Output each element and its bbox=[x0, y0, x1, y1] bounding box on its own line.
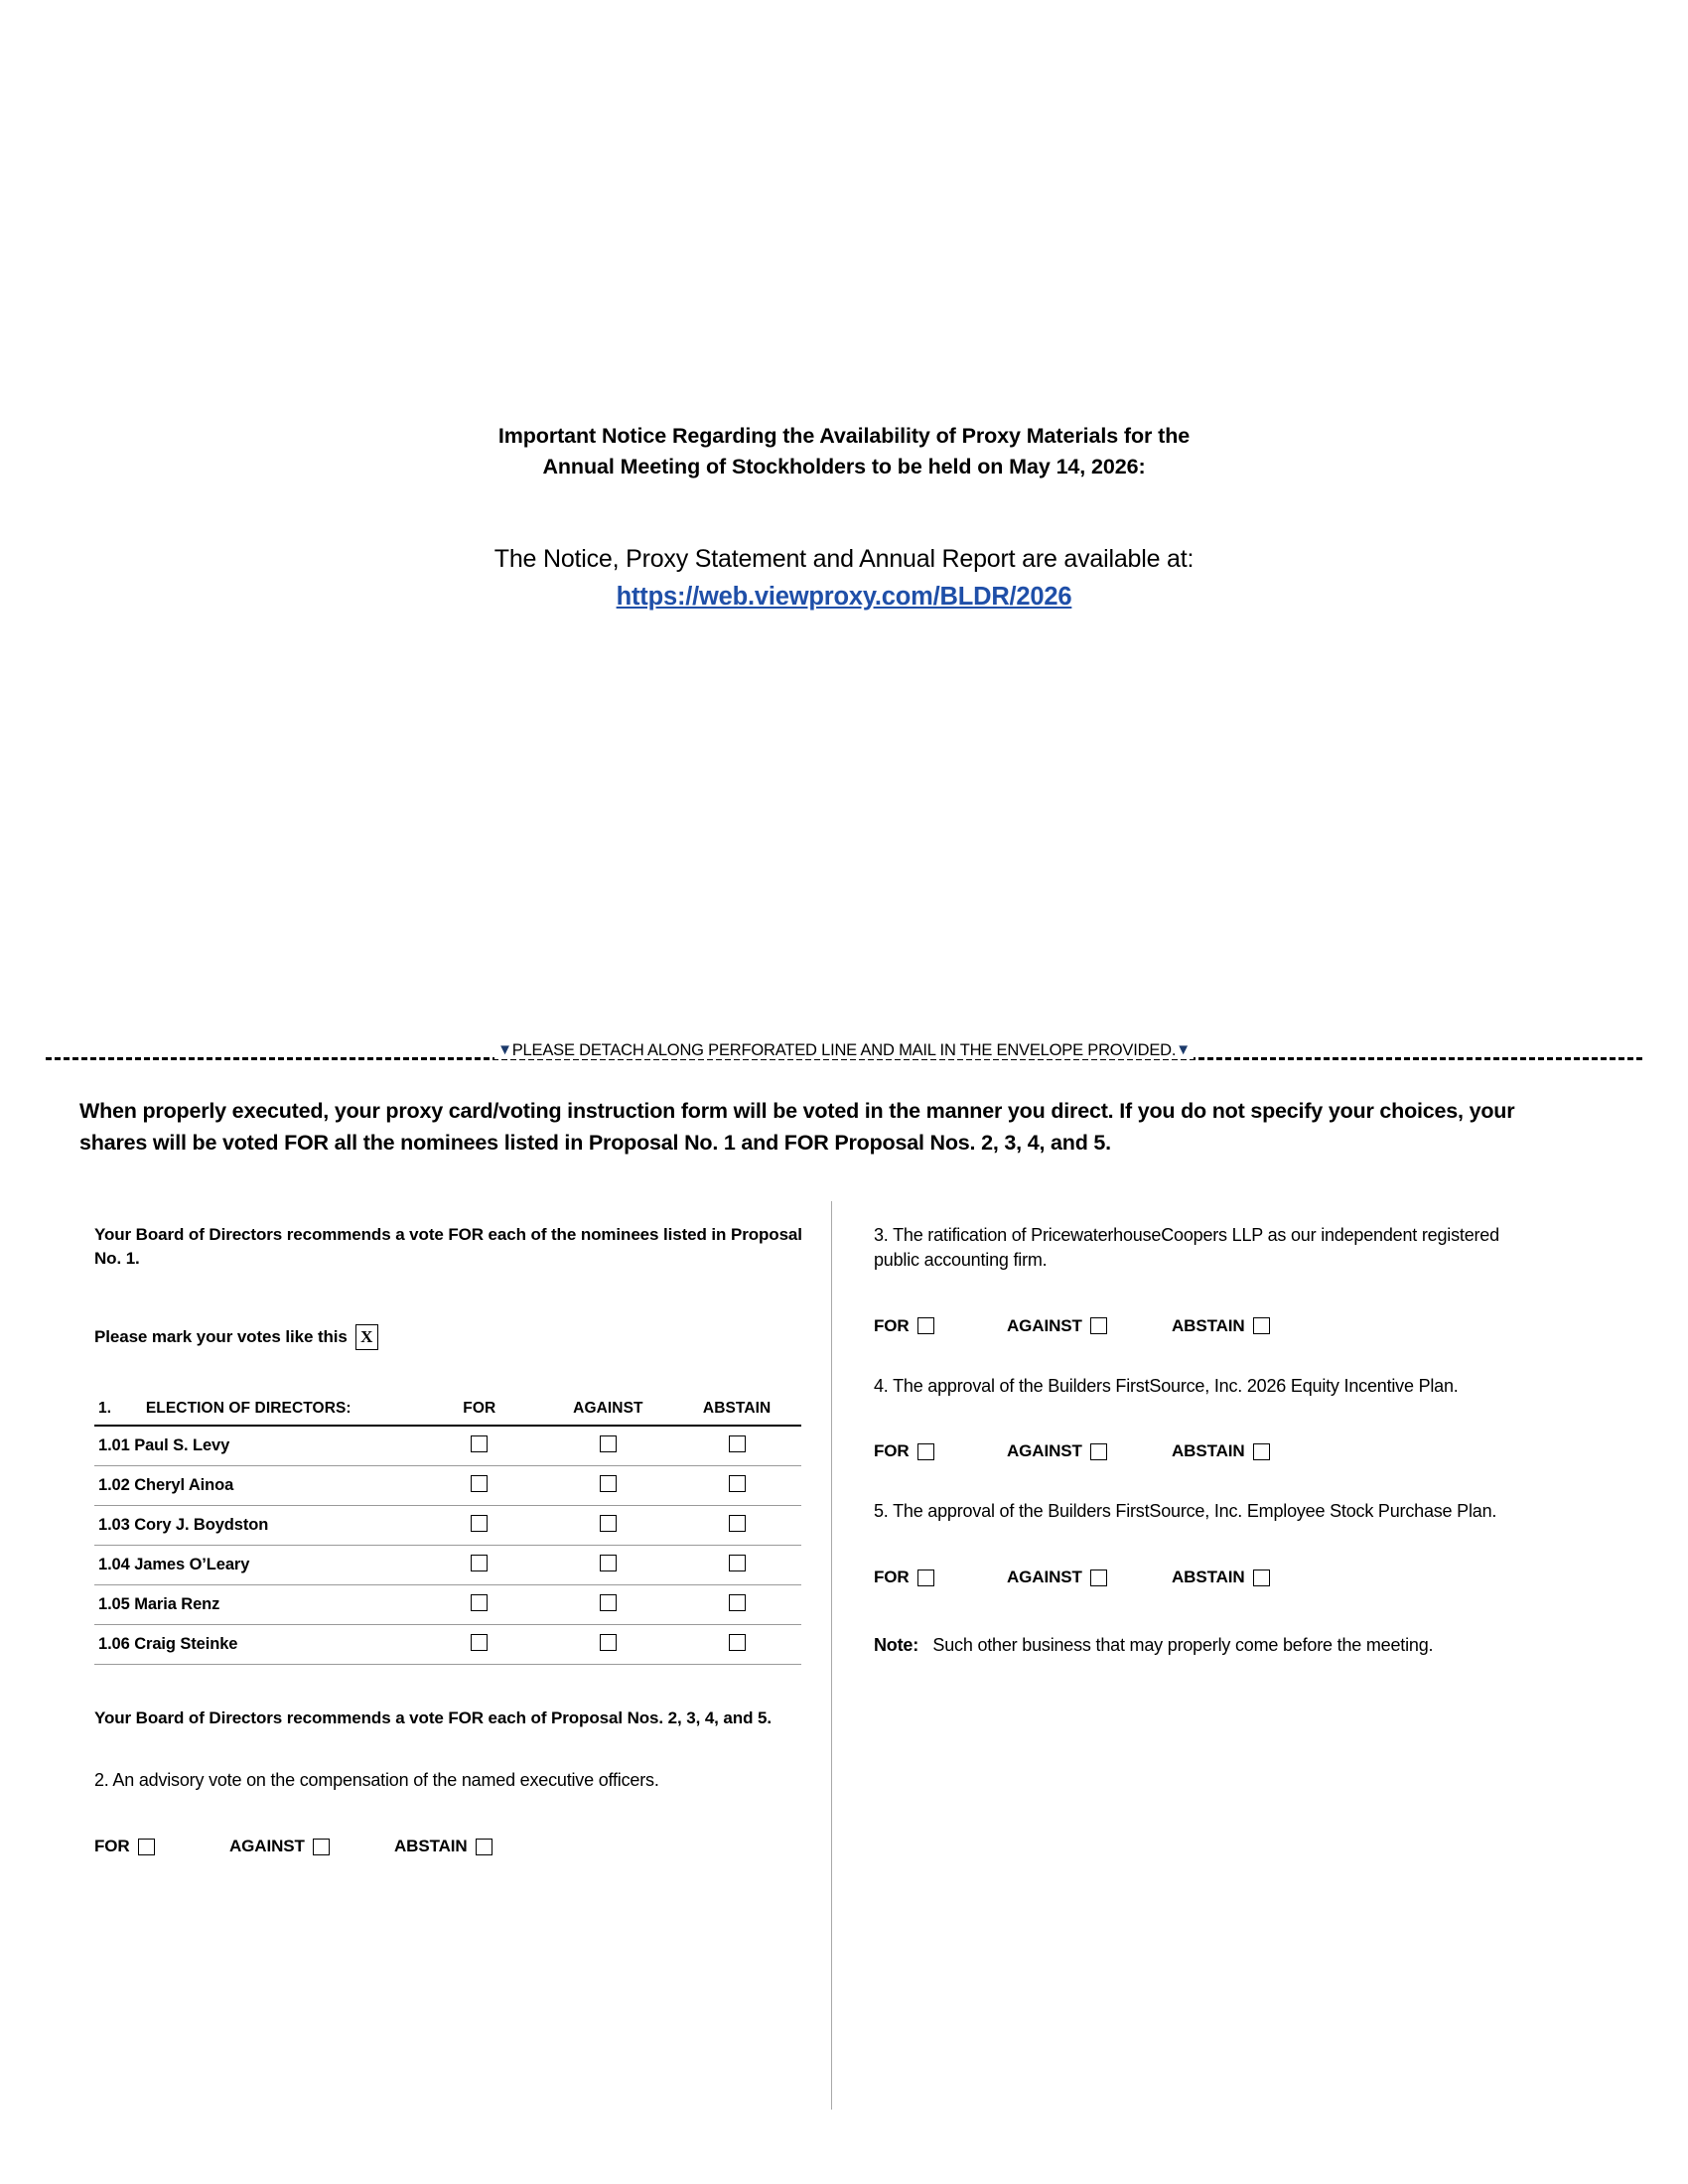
note-text: Such other business that may properly come before the meeting. bbox=[932, 1635, 1434, 1656]
nominee-label-4: James O’Leary bbox=[134, 1556, 250, 1574]
checkbox-against-4[interactable] bbox=[600, 1555, 617, 1571]
table-row bbox=[94, 1466, 801, 1506]
table-row bbox=[94, 1506, 801, 1546]
table-row bbox=[94, 1546, 801, 1585]
proposal-3-against-option[interactable] bbox=[1007, 1316, 1172, 1336]
vote-for-cell-6[interactable] bbox=[415, 1625, 544, 1665]
vote-abstain-cell-4[interactable] bbox=[672, 1546, 801, 1585]
vote-against-cell-3[interactable] bbox=[544, 1506, 673, 1546]
checkbox-proposal-3-against[interactable] bbox=[1090, 1317, 1107, 1334]
vote-against-cell-6[interactable] bbox=[544, 1625, 673, 1665]
voting-instructions-paragraph: When properly executed, your proxy card/voting instruction form will be voted in the manner you direct. If you do not specify your choices, your shares will be voted FOR all the nominees listed in Proposal No. 1 and FOR Proposal Nos. 2, 3, 4, and 5. bbox=[79, 1099, 1515, 1155]
proposal-3-for-label: FOR bbox=[874, 1315, 910, 1335]
proposal-4-for-label: FOR bbox=[874, 1441, 910, 1461]
proposal-4-text: 4. The approval of the Builders FirstSource, Inc. 2026 Equity Incentive Plan. bbox=[874, 1375, 1459, 1396]
checkbox-for-6[interactable] bbox=[471, 1634, 488, 1651]
checkbox-for-2[interactable] bbox=[471, 1475, 488, 1492]
checkbox-abstain-5[interactable] bbox=[729, 1594, 746, 1611]
proposal-3-against-label: AGAINST bbox=[1007, 1315, 1082, 1335]
right-column bbox=[874, 1223, 1529, 1658]
proposal-3-vote-row bbox=[874, 1316, 1529, 1336]
checkbox-proposal-4-for[interactable] bbox=[917, 1443, 934, 1460]
notice-title-line-1: Important Notice Regarding the Availability of Proxy Materials for the bbox=[497, 424, 1191, 448]
checkbox-proposal-5-abstain[interactable] bbox=[1253, 1570, 1270, 1586]
proposal-2-abstain-label: ABSTAIN bbox=[394, 1837, 468, 1856]
proposal-5-against-option[interactable] bbox=[1007, 1568, 1172, 1587]
notice-title bbox=[0, 421, 1688, 481]
proposal-4-against-label: AGAINST bbox=[1007, 1441, 1082, 1461]
table-row bbox=[94, 1585, 801, 1625]
proposal-5-vote-row bbox=[874, 1568, 1529, 1587]
checkbox-proposal-3-for[interactable] bbox=[917, 1317, 934, 1334]
triangle-down-icon-left: ▼ bbox=[497, 1041, 512, 1058]
detach-instruction bbox=[0, 1041, 1688, 1060]
proposal-5-for-option[interactable] bbox=[874, 1568, 1007, 1587]
checkbox-proposal-2-abstain[interactable] bbox=[476, 1839, 492, 1855]
checkbox-for-5[interactable] bbox=[471, 1594, 488, 1611]
nominee-label-5: Maria Renz bbox=[134, 1595, 220, 1614]
checkbox-abstain-4[interactable] bbox=[729, 1555, 746, 1571]
proposal-4-abstain-option[interactable] bbox=[1172, 1441, 1270, 1461]
proposal-2-for-option[interactable] bbox=[94, 1837, 229, 1856]
column-divider bbox=[831, 1201, 832, 2110]
checkbox-abstain-3[interactable] bbox=[729, 1515, 746, 1532]
checkbox-against-5[interactable] bbox=[600, 1594, 617, 1611]
mark-instruction-row bbox=[94, 1324, 819, 1350]
table-row bbox=[94, 1426, 801, 1466]
proposal-title: ELECTION OF DIRECTORS: bbox=[145, 1400, 352, 1418]
checkbox-proposal-2-for[interactable] bbox=[138, 1839, 155, 1855]
vote-abstain-cell-2[interactable] bbox=[672, 1466, 801, 1506]
nominee-label-2: Cheryl Ainoa bbox=[134, 1476, 234, 1495]
proxy-materials-notice bbox=[0, 421, 1688, 612]
note-label: Note: bbox=[874, 1635, 918, 1656]
checkbox-proposal-4-against[interactable] bbox=[1090, 1443, 1107, 1460]
proposal-5-text: 5. The approval of the Builders FirstSource, Inc. Employee Stock Purchase Plan. bbox=[874, 1501, 1497, 1522]
vote-abstain-cell-5[interactable] bbox=[672, 1585, 801, 1625]
vote-against-cell-4[interactable] bbox=[544, 1546, 673, 1585]
column-header-against: AGAINST bbox=[573, 1400, 643, 1418]
board-recommendation-1: Your Board of Directors recommends a vote FOR each of the nominees listed in Proposal No. 1. bbox=[94, 1225, 802, 1269]
detach-instruction-text: PLEASE DETACH ALONG PERFORATED LINE AND MAIL IN THE ENVELOPE PROVIDED. bbox=[511, 1041, 1177, 1059]
nominee-name-4 bbox=[94, 1546, 415, 1585]
vote-against-cell-5[interactable] bbox=[544, 1585, 673, 1625]
nominee-label-6: Craig Steinke bbox=[134, 1635, 238, 1654]
vote-abstain-cell-6[interactable] bbox=[672, 1625, 801, 1665]
proposal-4-for-option[interactable] bbox=[874, 1441, 1007, 1461]
nominee-name-2 bbox=[94, 1466, 415, 1506]
column-header-abstain: ABSTAIN bbox=[702, 1400, 772, 1418]
nominee-number-4: 1.04 bbox=[98, 1556, 130, 1574]
table-header-row bbox=[94, 1400, 801, 1426]
proposal-2-against-option[interactable] bbox=[229, 1837, 394, 1856]
proxy-materials-link[interactable]: https://web.viewproxy.com/BLDR/2026 bbox=[616, 582, 1072, 611]
nominee-name-5 bbox=[94, 1585, 415, 1625]
nominee-name-6 bbox=[94, 1625, 415, 1665]
detach-line bbox=[0, 1035, 1688, 1075]
proposal-4-vote-row bbox=[874, 1441, 1529, 1461]
proposal-number: 1. bbox=[98, 1400, 112, 1418]
vote-for-cell-2[interactable] bbox=[415, 1466, 544, 1506]
proposal-2-against-label: AGAINST bbox=[229, 1837, 305, 1856]
nominee-number-2: 1.02 bbox=[98, 1476, 130, 1495]
checkbox-proposal-5-against[interactable] bbox=[1090, 1570, 1107, 1586]
vote-against-cell-2[interactable] bbox=[544, 1466, 673, 1506]
election-of-directors-table bbox=[94, 1400, 801, 1665]
checkbox-against-1[interactable] bbox=[600, 1435, 617, 1452]
checkbox-for-4[interactable] bbox=[471, 1555, 488, 1571]
checkbox-for-3[interactable] bbox=[471, 1515, 488, 1532]
nominee-number-6: 1.06 bbox=[98, 1635, 130, 1654]
table-row bbox=[94, 1625, 801, 1665]
proposal-3-for-option[interactable] bbox=[874, 1316, 1007, 1336]
vote-for-cell-1[interactable] bbox=[415, 1426, 544, 1466]
nominee-label-3: Cory J. Boydston bbox=[134, 1516, 269, 1535]
vote-abstain-cell-1[interactable] bbox=[672, 1426, 801, 1466]
proposal-2-abstain-option[interactable] bbox=[394, 1837, 492, 1856]
proposal-5-against-label: AGAINST bbox=[1007, 1568, 1082, 1587]
other-business-note bbox=[874, 1633, 1529, 1658]
vote-against-cell-1[interactable] bbox=[544, 1426, 673, 1466]
mark-sample-box: X bbox=[355, 1324, 378, 1350]
proposal-2-for-label: FOR bbox=[94, 1837, 130, 1856]
proposal-5-abstain-label: ABSTAIN bbox=[1172, 1568, 1245, 1587]
nominee-number-1: 1.01 bbox=[98, 1436, 130, 1455]
proposal-3-abstain-label: ABSTAIN bbox=[1172, 1315, 1245, 1335]
vote-for-cell-3[interactable] bbox=[415, 1506, 544, 1546]
notice-title-line-2: Annual Meeting of Stockholders to be held on May 14, 2026: bbox=[542, 454, 1146, 478]
checkbox-proposal-3-abstain[interactable] bbox=[1253, 1317, 1270, 1334]
checkbox-against-6[interactable] bbox=[600, 1634, 617, 1651]
proposal-3-abstain-option[interactable] bbox=[1172, 1316, 1270, 1336]
vote-for-cell-4[interactable] bbox=[415, 1546, 544, 1585]
vote-for-cell-5[interactable] bbox=[415, 1585, 544, 1625]
proposal-2-vote-row bbox=[94, 1837, 819, 1856]
nominee-label-1: Paul S. Levy bbox=[134, 1436, 230, 1455]
proposal-4-against-option[interactable] bbox=[1007, 1441, 1172, 1461]
checkbox-abstain-1[interactable] bbox=[729, 1435, 746, 1452]
proposal-4-abstain-label: ABSTAIN bbox=[1172, 1441, 1245, 1461]
nominee-number-5: 1.05 bbox=[98, 1595, 130, 1614]
nominee-name-1 bbox=[94, 1426, 415, 1466]
checkbox-abstain-6[interactable] bbox=[729, 1634, 746, 1651]
checkbox-against-3[interactable] bbox=[600, 1515, 617, 1532]
checkbox-abstain-2[interactable] bbox=[729, 1475, 746, 1492]
checkbox-proposal-2-against[interactable] bbox=[313, 1839, 330, 1855]
checkbox-against-2[interactable] bbox=[600, 1475, 617, 1492]
proposal-3-text: 3. The ratification of PricewaterhouseCoopers LLP as our independent registered public accounting firm. bbox=[874, 1225, 1499, 1270]
checkbox-proposal-4-abstain[interactable] bbox=[1253, 1443, 1270, 1460]
vote-abstain-cell-3[interactable] bbox=[672, 1506, 801, 1546]
checkbox-proposal-5-for[interactable] bbox=[917, 1570, 934, 1586]
board-recommendation-2: Your Board of Directors recommends a vote FOR each of Proposal Nos. 2, 3, 4, and 5. bbox=[94, 1708, 772, 1728]
mark-instruction-label: Please mark your votes like this bbox=[94, 1327, 348, 1347]
column-header-for: FOR bbox=[463, 1400, 496, 1418]
notice-availability-text: The Notice, Proxy Statement and Annual Report are available at: bbox=[493, 545, 1195, 574]
checkbox-for-1[interactable] bbox=[471, 1435, 488, 1452]
proposal-2-text: 2. An advisory vote on the compensation of the named executive officers. bbox=[94, 1770, 659, 1791]
proposal-5-abstain-option[interactable] bbox=[1172, 1568, 1270, 1587]
nominee-number-3: 1.03 bbox=[98, 1516, 130, 1535]
left-column bbox=[94, 1223, 819, 1856]
proposal-5-for-label: FOR bbox=[874, 1568, 910, 1587]
nominee-name-3 bbox=[94, 1506, 415, 1546]
triangle-down-icon-right: ▼ bbox=[1176, 1041, 1191, 1058]
